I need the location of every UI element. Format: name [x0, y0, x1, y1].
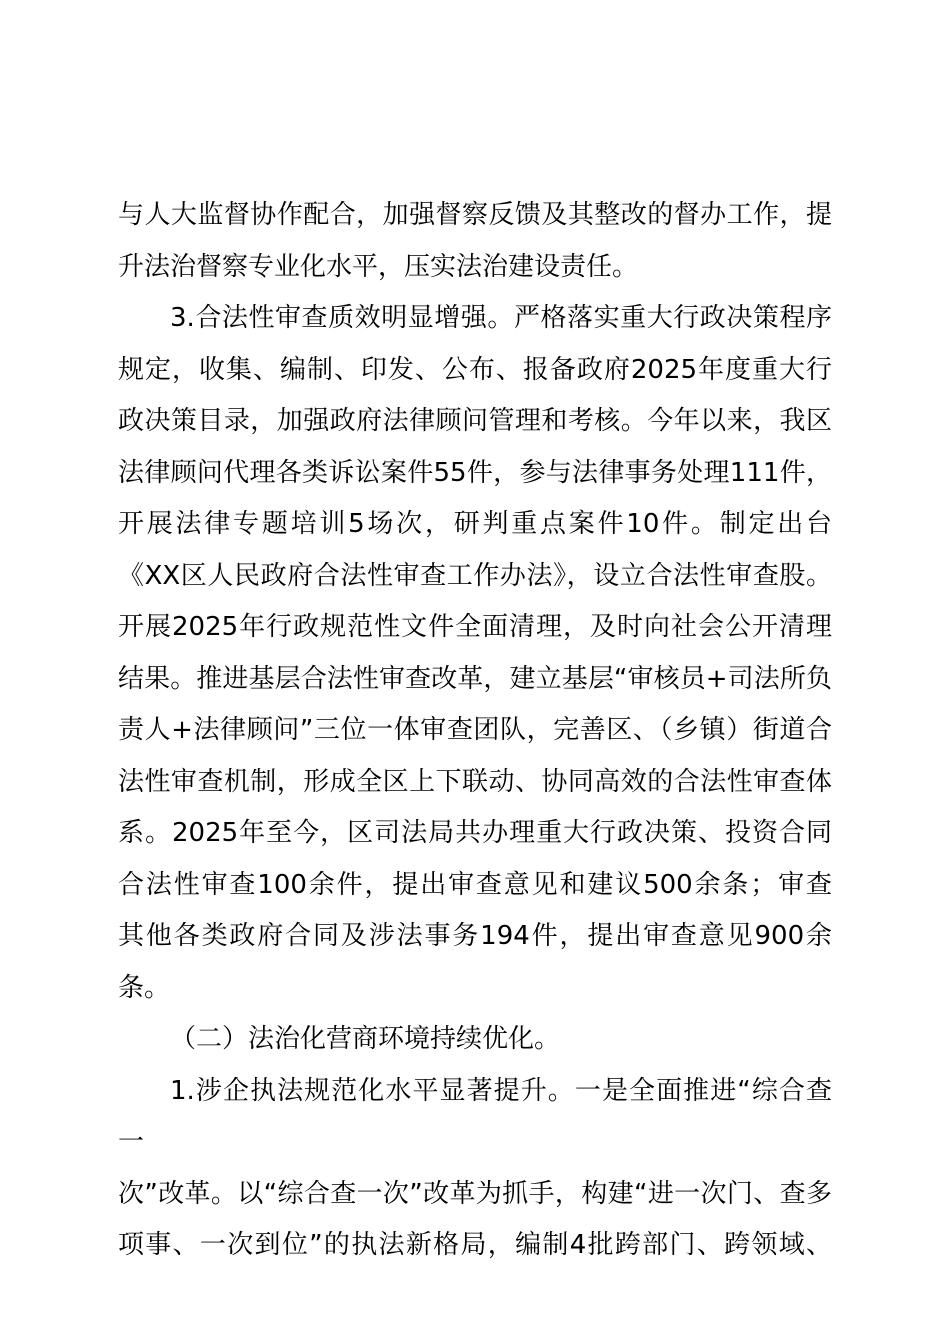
text-line: 与人大监督协作配合，加强督察反馈及其整改的督办工作，提	[118, 200, 832, 230]
text-line: 3.合法性审查质效明显增强。严格落实重大行政决策程序	[170, 303, 832, 333]
text-line: 《XX区人民政府合法性审查工作办法》，设立合法性审查股。	[118, 560, 832, 591]
text-line: 1.涉企执法规范化水平显著提升。一是全面推进“综合查一	[118, 1075, 832, 1157]
text-line: 次”改革。以“综合查一次”改革为抓手，构建“进一次门、查多	[118, 1178, 832, 1209]
text-line: 开展法律专题培训5场次，研判重点案件10件。制定出台	[118, 509, 832, 539]
text-line: 法律顾问代理各类诉讼案件55件，参与法律事务处理111件，	[118, 457, 832, 488]
text-line: 项事、一次到位”的执法新格局，编制4批跨部门、跨领域、	[118, 1230, 832, 1260]
text-line: 开展2025年行政规范性文件全面清理，及时向社会公开清理	[118, 612, 832, 642]
text-line: 其他各类政府合同及涉法事务194件，提出审查意见900余	[118, 921, 832, 951]
text-line: 升法治督察专业化水平，压实法治建设责任。	[118, 251, 639, 282]
text-line: 合法性审查100余件，提出审查意见和建议500余条；审查	[118, 869, 832, 900]
text-line: 条。	[118, 972, 171, 1003]
document-body	[118, 190, 832, 1272]
text-line: 法性审查机制，形成全区上下联动、协同高效的合法性审查体	[118, 766, 832, 797]
text-line: 规定，收集、编制、印发、公布、报备政府2025年度重大行	[118, 354, 832, 385]
text-line: 政决策目录，加强政府法律顾问管理和考核。今年以来，我区	[118, 406, 832, 436]
text-line: （二）法治化营商环境持续优化。	[170, 1024, 561, 1054]
text-line: 系。2025年至今，区司法局共办理重大行政决策、投资合同	[118, 818, 832, 848]
text-line: 责人+法律顾问”三位一体审查团队，完善区、（乡镇）街道合	[118, 715, 832, 745]
text-line: 结果。推进基层合法性审查改革，建立基层“审核员+司法所负	[118, 663, 832, 694]
